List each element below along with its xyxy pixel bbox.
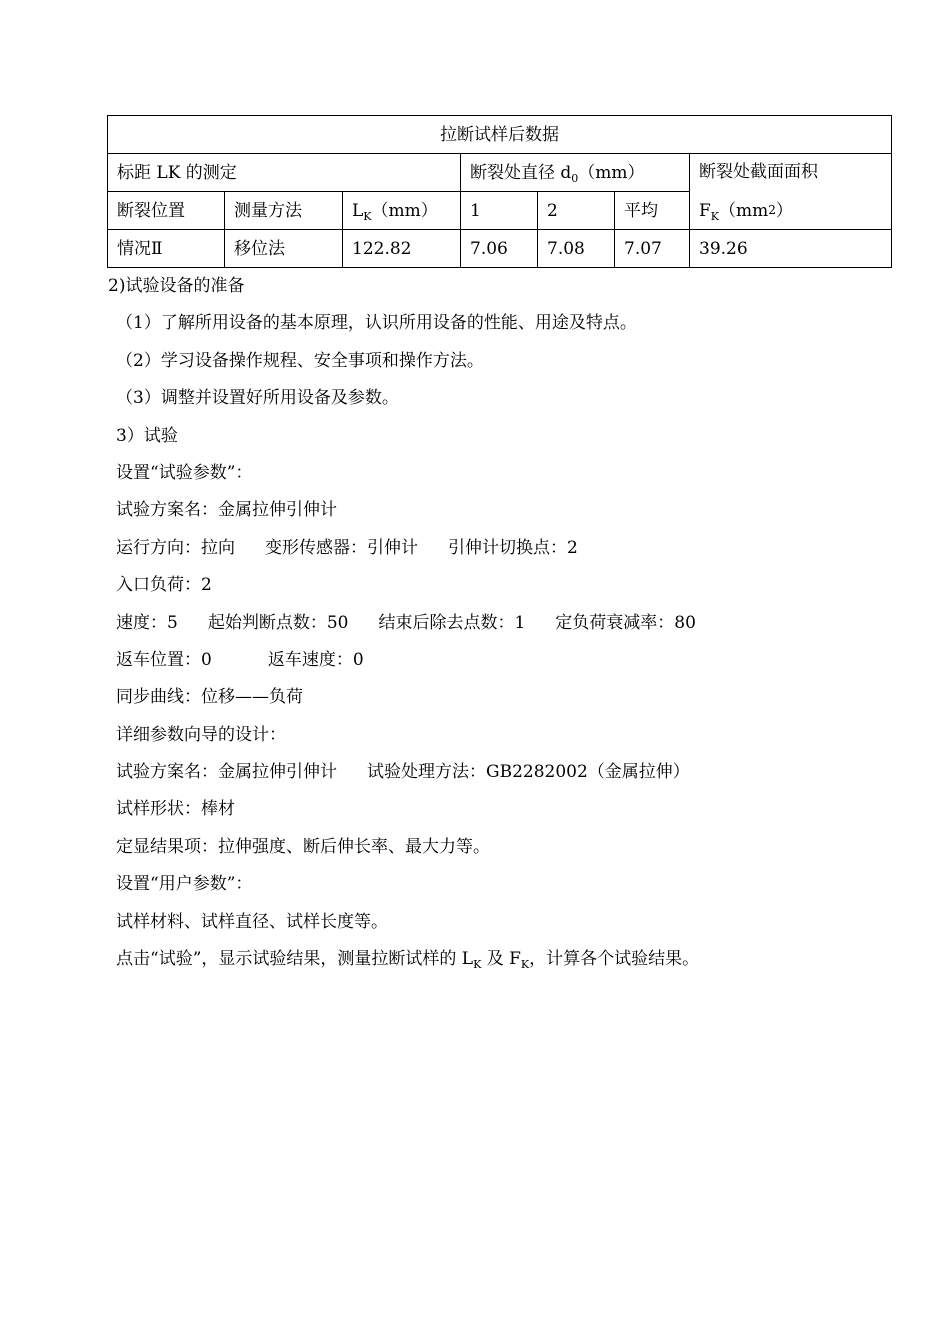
paragraph: 设置“用户参数”： (116, 874, 253, 895)
avg-cell: 7.07 (615, 230, 690, 268)
paragraph: 试样材料、试样直径、试样长度等。 (116, 911, 388, 932)
list-item: （1）了解所用设备的基本原理，认识所用设备的性能、用途及特点。 (116, 313, 637, 334)
paragraph: 入口负荷：2 (116, 575, 212, 596)
method-cell: 移位法 (225, 230, 343, 268)
paragraph: 详细参数向导的设计： (116, 724, 286, 745)
position-header: 断裂位置 (108, 192, 225, 230)
position-cell: 情况Ⅱ (108, 230, 225, 268)
fracture-data-table (107, 115, 892, 268)
table-title-row (108, 116, 892, 154)
list-item: （2）学习设备操作规程、安全事项和操作方法。 (116, 350, 484, 371)
method-header: 测量方法 (225, 192, 343, 230)
heading-equipment: 2)试验设备的准备 (108, 276, 245, 296)
paragraph: 试验方案名：金属拉伸引伸计 (116, 500, 337, 521)
paragraph: 设置“试验参数”： (116, 462, 253, 483)
d2-cell: 7.08 (538, 230, 615, 268)
heading-test: 3）试验 (116, 425, 178, 446)
lk-value-cell: 122.82 (343, 230, 461, 268)
paragraph: 速度：5 起始判断点数：50 结束后除去点数：1 定负荷衰减率：80 (116, 612, 696, 633)
table-row (108, 230, 892, 268)
lk-header: $L_K(mm)$ (343, 192, 461, 230)
body-text (108, 268, 916, 978)
paragraph: 同步曲线：位移——负荷 (116, 687, 303, 708)
area-cell: 39.26 (690, 230, 892, 268)
gauge-measure-header: 标距 LK 的测定 (108, 154, 461, 192)
paragraph: 返车位置：0 返车速度：0 (116, 649, 364, 670)
paragraph: 定显结果项：拉伸强度、断后伸长率、最大力等。 (116, 836, 490, 857)
list-item: （3）调整并设置好所用设备及参数。 (116, 388, 399, 409)
paragraph: 试验方案名：金属拉伸引伸计 试验处理方法：GB2282002（金属拉伸） (116, 762, 690, 783)
diameter-header: 断裂处直径 $d_0(mm)$ (461, 154, 690, 192)
paragraph: 试样形状：棒材 (116, 799, 235, 820)
avg-header: 平均 (615, 192, 690, 230)
area-header: 断裂处截面面积 $F_K(mm^2)$ (690, 154, 892, 230)
d1-cell: 7.06 (461, 230, 538, 268)
table-title: 拉断试样后数据 (108, 116, 892, 154)
table-row (108, 154, 892, 192)
paragraph: 运行方向：拉向 变形传感器：引伸计 引伸计切换点：2 (116, 537, 578, 558)
paragraph: 点击“试验”，显示试验结果，测量拉断试样的 $L_K$ 及 $F_K$，计算各个试验结果。 (116, 949, 700, 972)
d1-header: 1 (461, 192, 538, 230)
d2-header: 2 (538, 192, 615, 230)
